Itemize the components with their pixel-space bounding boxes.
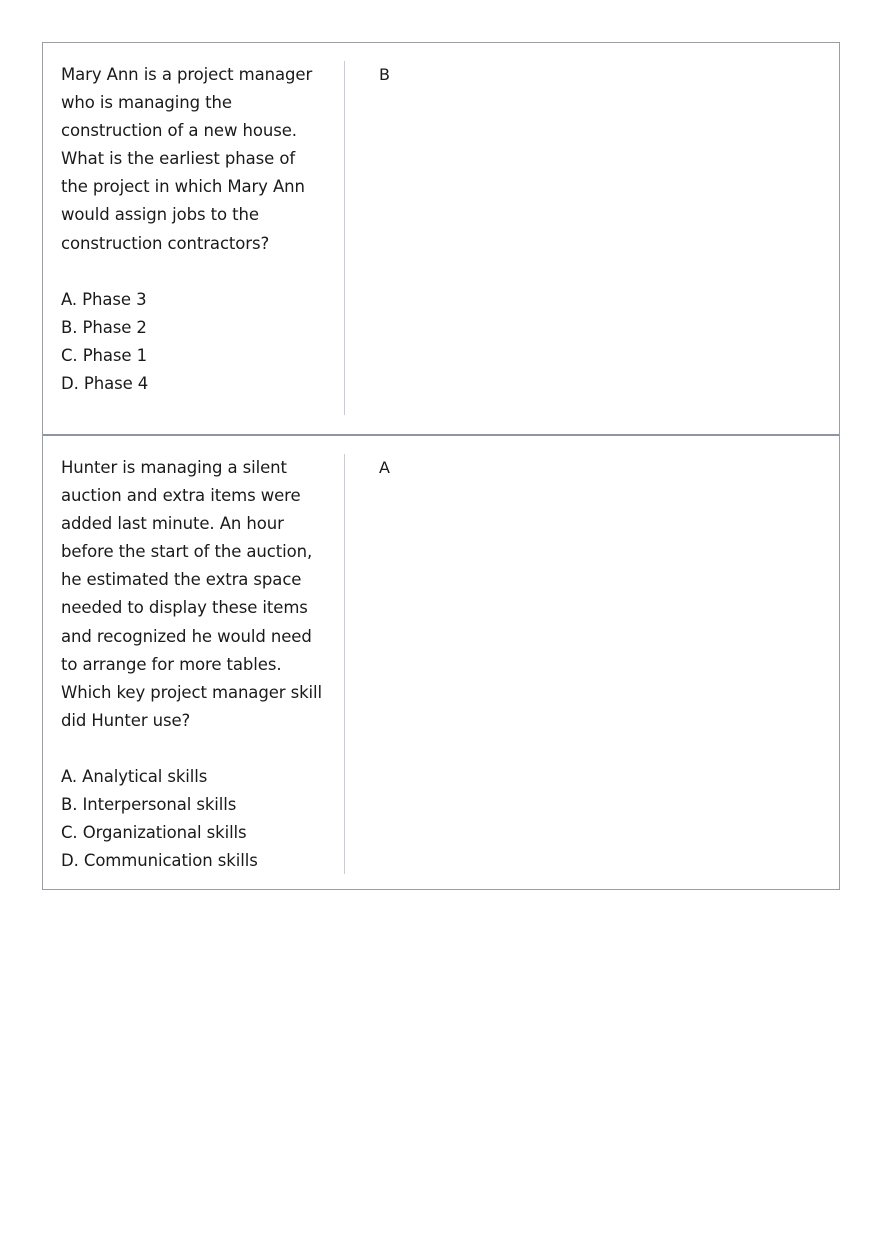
flashcard-row (43, 43, 839, 434)
option-d: D. Phase 4 (61, 373, 149, 393)
answer-cell: A (379, 458, 390, 477)
answer-cell: B (379, 65, 390, 84)
column-divider (344, 61, 345, 415)
column-divider (344, 454, 345, 874)
option-a: A. Analytical skills (61, 766, 208, 786)
question-text: Hunter is managing a silent auction and extra items were added last minute. An hour before the start of the auction, he estimated the extra space needed to display these items and recognized he would need to arrange for more tables. Which key project manager skill did Hunter use? (61, 458, 322, 730)
answer-options (61, 763, 323, 875)
flashcard-table (42, 42, 840, 890)
question-cell (61, 61, 323, 398)
question-cell (61, 454, 323, 875)
option-b: B. Interpersonal skills (61, 795, 237, 815)
option-c: C. Organizational skills (61, 823, 247, 843)
option-d: D. Communication skills (61, 851, 258, 871)
option-a: A. Phase 3 (61, 289, 147, 309)
flashcard-row (43, 434, 839, 889)
answer-options (61, 286, 323, 398)
option-c: C. Phase 1 (61, 345, 148, 365)
option-b: B. Phase 2 (61, 317, 147, 337)
question-text: Mary Ann is a project manager who is managing the construction of a new house. What is the earliest phase of the project in which Mary Ann would assign jobs to the construction contractors? (61, 65, 313, 253)
